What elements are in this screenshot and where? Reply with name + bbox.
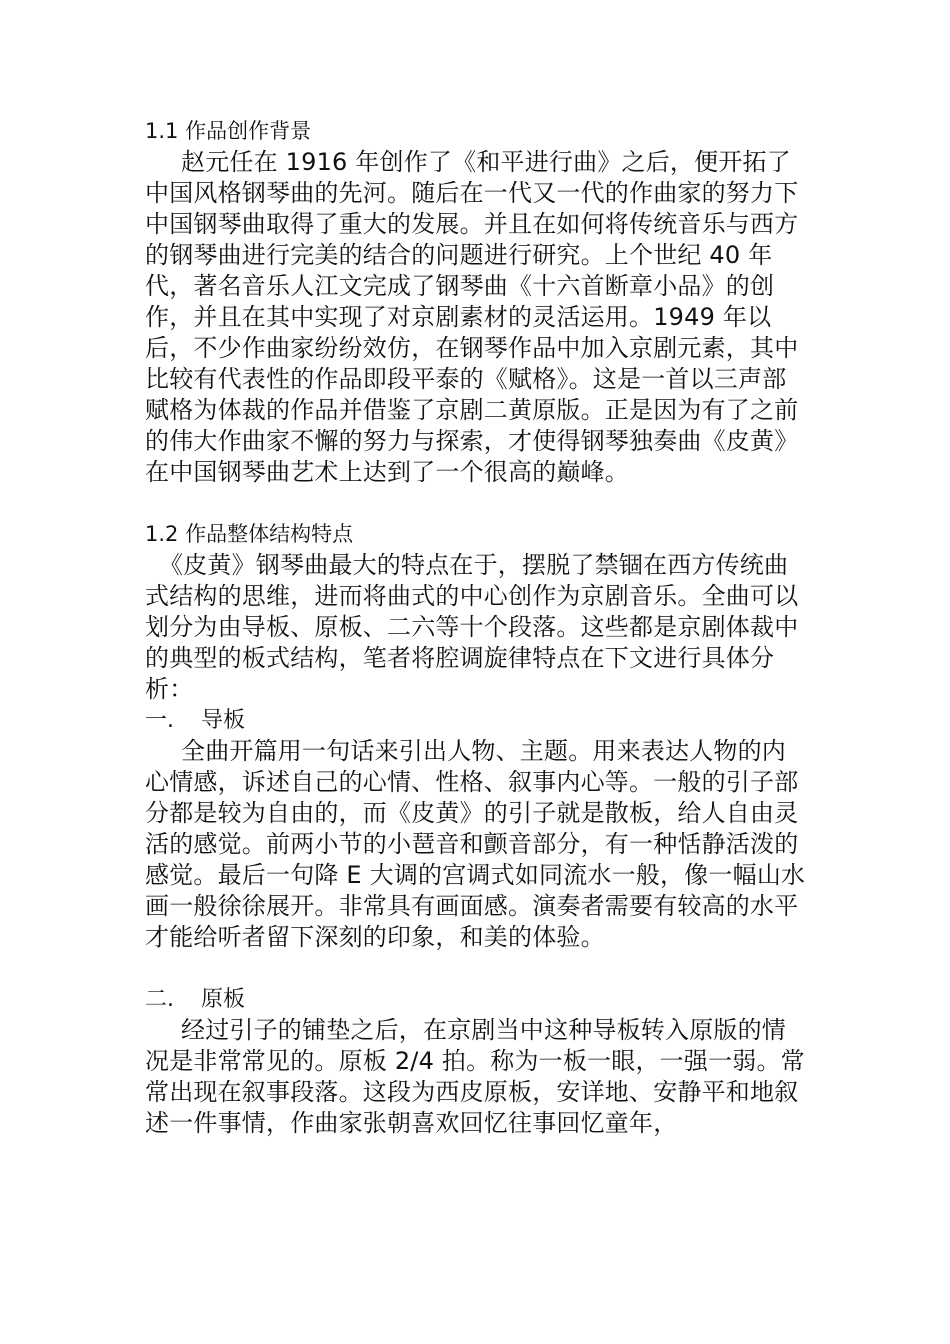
paragraph-yuanban: 经过引子的铺垫之后，在京剧当中这种导板转入原版的情况是非常常见的。原板 2/4 拍。称为一板一眼，一强一弱。常常出现在叙事段落。这段为西皮原板，安详地、安静平和地叙述一件事情，作曲家张朝喜欢回忆往事回忆童年，	[145, 1016, 805, 1137]
paragraph-spacer	[145, 488, 810, 519]
section-heading-1-2: 1.2 作品整体结构特点	[145, 522, 354, 546]
section-heading-1-1: 1.1 作品创作背景	[145, 119, 312, 143]
paragraph-daoban: 全曲开篇用一句话来引出人物、主题。用来表达人物的内心情感，诉述自己的心情、性格、叙事内心等。一般的引子部分都是较为自由的，而《皮黄》的引子就是散板，给人自由灵活的感觉。前两小节的小琶音和颤音部分，有一种恬静活泼的感觉。最后一句降 E 大调的宫调式如同流水一般，像一幅山水画一般徐徐展开。非常具有画面感。演奏者需要有较高的水平才能给听者留下深刻的印象，和美的体验。	[145, 737, 806, 951]
part-title: 导板	[201, 708, 246, 733]
paragraph-spacer	[145, 953, 810, 984]
part-number: 二.	[145, 987, 174, 1012]
part-heading-daoban	[145, 705, 810, 736]
document-body	[145, 116, 810, 1139]
part-number: 一.	[145, 708, 174, 733]
part-heading-yuanban	[145, 984, 810, 1015]
paragraph-creation-background: 赵元任在 1916 年创作了《和平进行曲》之后，便开拓了中国风格钢琴曲的先河。随后在一代又一代的作曲家的努力下中国钢琴曲取得了重大的发展。并且在如何将传统音乐与西方的钢琴曲进行完美的结合的问题进行研究。上个世纪 40 年代，著名音乐人江文完成了钢琴曲《十六首断章小品》的创作，并且在其中实现了对京剧素材的灵活运用。1949 年以后，不少作曲家纷纷效仿，在钢琴作品中加入京剧元素，其中比较有代表性的作品即段平泰的《赋格》。这是一首以三声部赋格为体裁的作品并借鉴了京剧二黄原版。正是因为有了之前的伟大作曲家不懈的努力与探索，才使得钢琴独奏曲《皮黄》在中国钢琴曲艺术上达到了一个很高的巅峰。	[145, 148, 799, 486]
paragraph-structure-features: 《皮黄》钢琴曲最大的特点在于，摆脱了禁锢在西方传统曲式结构的思维，进而将曲式的中心创作为京剧音乐。全曲可以划分为由导板、原板、二六等十个段落。这些都是京剧体裁中的典型的板式结构，笔者将腔调旋律特点在下文进行具体分析：	[145, 551, 799, 703]
part-title: 原板	[201, 987, 246, 1012]
